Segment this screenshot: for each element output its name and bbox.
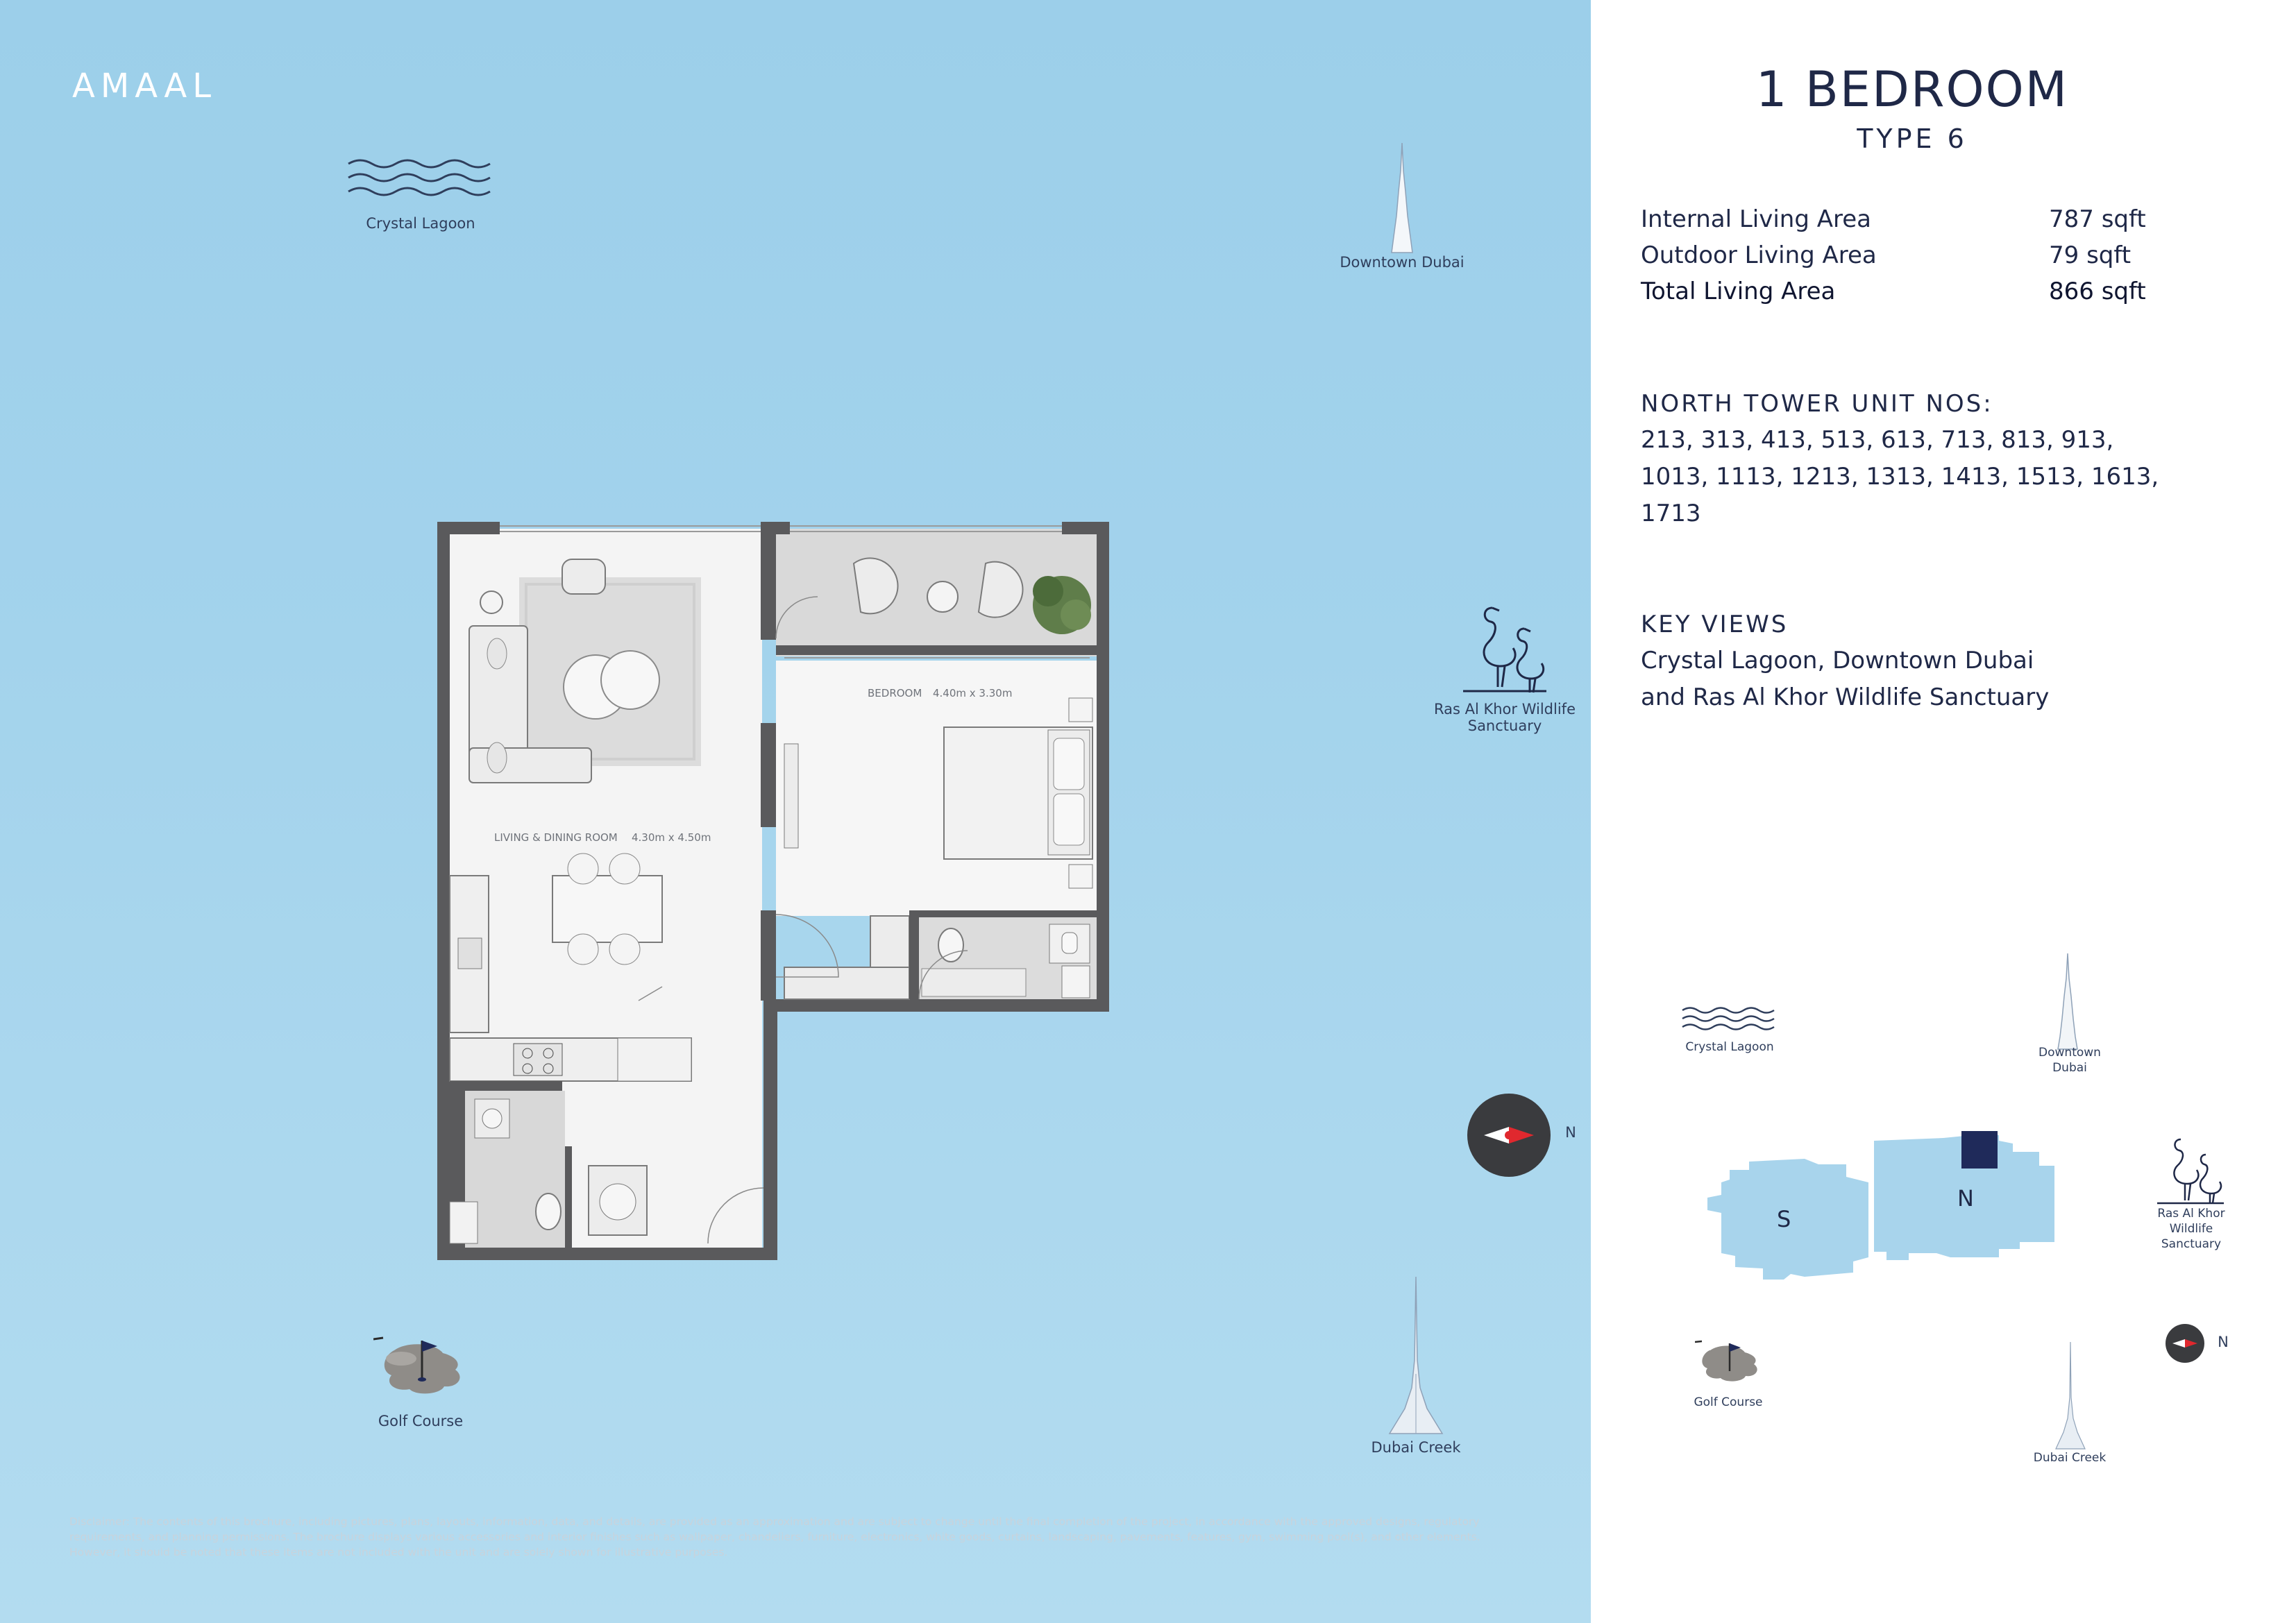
bedroom-dims: 4.40m x 3.30m <box>933 687 1013 699</box>
keyplan-downtown-line1: Downtown <box>2038 1046 2101 1060</box>
golf-course-label: Golf Course <box>378 1413 464 1429</box>
burj-khalifa-icon <box>1385 143 1419 254</box>
compass-north-label: N <box>1565 1124 1576 1141</box>
disclaimer-line-3: However, it should be noted that these items are not included with the unit and are solely shown for illustrative purposes. <box>69 1546 728 1558</box>
area-label: Total Living Area <box>1641 278 1836 305</box>
keyplan-downtown-label <box>2000 1045 2139 1076</box>
waves-icon <box>346 157 497 198</box>
unit-numbers-line: 213, 313, 413, 513, 613, 713, 813, 913, <box>1641 426 2114 454</box>
disclaimer-line-2: requirements, and planning permissions. The brochure displays various accessories and interior finishes such as wallpaper, chandeliers, furniture, electronics, white goods, curtains, landscaping, pavements, features, gym, swimming pool(s), and other elements. <box>69 1531 1480 1543</box>
key-plan <box>1591 944 2296 1471</box>
area-value: 787 sqft <box>2049 205 2146 233</box>
keyplan-creek-tower-icon <box>2054 1342 2086 1450</box>
keyplan-ras-line2: Wildlife <box>2169 1222 2213 1236</box>
bedroom-label: BEDROOM <box>868 687 922 699</box>
key-views-line: and Ras Al Khor Wildlife Sanctuary <box>1641 683 2050 711</box>
area-value: 79 sqft <box>2049 241 2132 269</box>
keyplan-compass-north-label: N <box>2218 1334 2229 1350</box>
downtown-dubai-label: Downtown Dubai <box>1340 254 1464 271</box>
unit-numbers-section <box>1641 390 2265 532</box>
keyplan-downtown-line2: Dubai <box>2052 1061 2087 1075</box>
keyplan-flamingo-icon <box>2153 1135 2229 1205</box>
area-row-outdoor <box>1641 241 2210 278</box>
keyplan-ras-label <box>2132 1206 2250 1252</box>
floor-plan <box>437 522 1117 1266</box>
area-value: 866 sqft <box>2049 278 2146 305</box>
ras-al-khor-label <box>1421 701 1588 734</box>
keyplan-compass-icon <box>2164 1323 2206 1364</box>
brand-logo: AMAAL <box>72 67 217 105</box>
key-views-line: Crystal Lagoon, Downtown Dubai <box>1641 647 2034 674</box>
floor-plan-drawing <box>437 522 1109 1260</box>
area-label: Outdoor Living Area <box>1641 241 1877 269</box>
golf-course-icon <box>373 1331 471 1407</box>
unit-numbers-line: 1713 <box>1641 500 1701 527</box>
compass-icon <box>1466 1092 1552 1178</box>
keyplan-waves-icon <box>1681 1005 1778 1033</box>
flamingo-icon <box>1456 602 1553 695</box>
keyplan-creek-label: Dubai Creek <box>2033 1451 2107 1465</box>
north-tower-label: N <box>1957 1185 1974 1212</box>
ras-al-khor-label-line1: Ras Al Khor Wildlife <box>1433 701 1576 717</box>
unit-type: TYPE 6 <box>1857 124 1968 154</box>
south-tower-label: S <box>1777 1206 1791 1232</box>
key-views-heading: KEY VIEWS <box>1641 611 1789 638</box>
keyplan-ras-line3: Sanctuary <box>2161 1237 2222 1251</box>
dubai-creek-label: Dubai Creek <box>1371 1439 1461 1456</box>
area-row-internal <box>1641 205 2210 241</box>
keyplan-ras-line1: Ras Al Khor <box>2157 1207 2225 1221</box>
area-label: Internal Living Area <box>1641 205 1871 233</box>
keyplan-burj-khalifa-icon <box>2052 953 2083 1051</box>
unit-numbers-heading: NORTH TOWER UNIT NOS: <box>1641 390 1993 418</box>
ras-al-khor-label-line2: Sanctuary <box>1467 717 1542 734</box>
highlighted-unit <box>1961 1131 1998 1169</box>
unit-numbers-line: 1013, 1113, 1213, 1313, 1413, 1513, 1613, <box>1641 463 2159 491</box>
area-table <box>1641 205 2210 314</box>
key-views-section <box>1641 611 2265 716</box>
keyplan-crystal-lagoon-label: Crystal Lagoon <box>1685 1040 1774 1054</box>
tower-footprints <box>1707 1131 2068 1291</box>
living-room-dims: 4.30m x 4.50m <box>632 831 711 844</box>
unit-title: 1 BEDROOM <box>1755 61 2069 118</box>
living-room-label: LIVING & DINING ROOM <box>494 831 618 844</box>
keyplan-golf-icon <box>1695 1336 1764 1392</box>
dubai-creek-tower-icon <box>1388 1277 1444 1436</box>
keyplan-golf-label: Golf Course <box>1694 1395 1763 1409</box>
area-row-total <box>1641 278 2210 314</box>
crystal-lagoon-label: Crystal Lagoon <box>366 215 475 232</box>
disclaimer-line-1: Disclaimer: The contents of this brochure, including pictures, plans, layouts, information, data, and details, are provided as an approximation and are subject to change until the final completion of the project, in accordance with the approved designs, regulatory <box>69 1515 1480 1528</box>
disclaimer <box>69 1514 1548 1560</box>
